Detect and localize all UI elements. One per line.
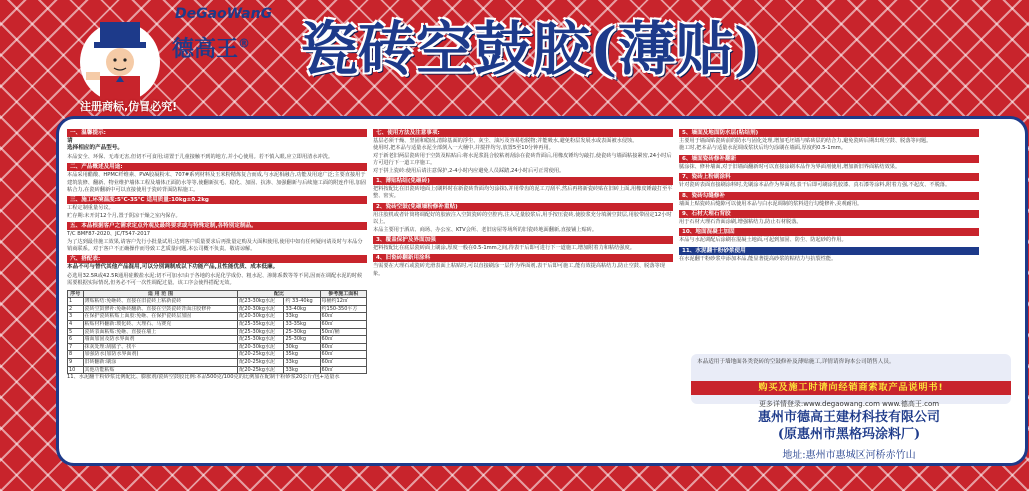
company-name: 惠州市德高王建材科技有限公司 [757, 410, 940, 425]
table-cell: 25-30kg [284, 328, 320, 336]
table-cell: 瓷砖空鼓修补:免砸砖翻新、直接在空鼓瓷砖背面注胶修补 [83, 305, 238, 313]
table-cell: 1 [68, 298, 84, 306]
mix-ratio-table [67, 290, 367, 375]
table-cell: 抹灰处理:刮腻子、找平 [83, 343, 238, 351]
brand-name-cn: 德高王® [172, 36, 251, 62]
table-cell: 配20-25kg水泥 [238, 351, 284, 359]
table-cell: 25-30kg [284, 336, 320, 344]
table-row [68, 343, 367, 351]
trademark-note: 注册商标,仿冒必究! [80, 100, 178, 113]
section-body: 把料按配比在底层瓷砖面上刷涂,厚度一般在0.5-1mm之间,待表干后即可进行下一道施工,增加附着力和粘结强度。 [373, 245, 635, 252]
table-cell: 在保护瓷砖粘贴上面胶:免砸、在保护瓷砖层加固 [83, 313, 238, 321]
table-cell: 配20-30kg水泥 [238, 313, 284, 321]
table-cell: 加强防水(加防水界面剂) [83, 351, 238, 359]
table-body [68, 298, 367, 374]
table-cell: 配20-25kg水泥 [238, 366, 284, 374]
table-cell: 5 [68, 328, 84, 336]
promo-note: 本品适用于墙地面各类瓷砖的空鼓修补及薄贴施工,详情请咨询本公司销售人员。 [691, 354, 1011, 404]
table-header-cell: 序号 [68, 290, 84, 298]
table-cell: 60㎡ [320, 336, 366, 344]
table-row [68, 313, 367, 321]
section-heading: 9、石材大理石背胶 [679, 210, 979, 218]
table-cell: 配20-30kg水泥 [238, 343, 284, 351]
section-heading: 8、瓷砖勾缝修补 [679, 192, 979, 200]
table-cell: 30kg [284, 343, 320, 351]
table-cell: 50㎡/桶 [320, 328, 366, 336]
page-title: 瓷砖空鼓胶(薄贴) [300, 15, 761, 83]
section-heading: 三、施工环境温度:5℃-35℃ 适用质量:10kg±0.2kg [67, 196, 367, 204]
mascot-icon [80, 16, 160, 108]
section-heading: 11、水泥翻干粉砂浆使用 [679, 247, 979, 255]
table-cell: 配25-30kg水泥 [238, 336, 284, 344]
table-cell: 33kg [284, 359, 320, 367]
section-heading: 3、覆盖保护及界面加强 [373, 236, 673, 244]
column-1 [67, 127, 367, 461]
section-body: 在水泥翻干粉砂浆中添加本品,能显著提高砂浆的粘结力与抗裂性能。 [679, 255, 837, 262]
section-lead: 本品不可与替代其他产品混用,可以分别调制成以下功能产品,且性能优质、成本低廉。 [67, 264, 279, 271]
section-heading: 10、地面混凝土加固 [679, 228, 979, 236]
table-cell: 8 [68, 351, 84, 359]
table-cell: 旧砖翻新:刷涂 [83, 359, 238, 367]
table-cell: 瓷砖表面粘贴:免砸、直接在墙上 [83, 328, 238, 336]
table-cell: 配20-25kg水泥 [238, 359, 284, 367]
table-row [68, 298, 367, 306]
section-body: 本品与水泥调配后涂刷在混凝土地面,可起到加固、防尘、防起砂的作用。 [679, 237, 847, 244]
section-body: 本品采用醋酸、HPMC纤维素、PVA胶凝粉末、707#系列材料及玉米粉精炼复合而成,与水泥相融合,功能及用途广泛;主要直接用于建筑装修、翻新、物业维护墙体工程及墙体正面防水等等,使翻新抗毛、稳化、加固、抗渗、加强翻新与后续施工面的附连作用,加固粘合力,在瓷砖翻新中可以直接使用于瓷砖背面防粘施工。 [67, 172, 366, 194]
table-cell: 2 [68, 305, 84, 313]
brand-logo [80, 6, 273, 114]
section-heading: 4、旧瓷砖翻新用涂料 [373, 254, 673, 262]
table-cell: 薄贴粘结:免砸砖、直接在旧瓷砖上粘新瓷砖 [83, 298, 238, 306]
table-cell: 其他功能粘贴 [83, 366, 238, 374]
section-lead: 请 选择相应的产品型号。 [67, 138, 123, 152]
section-heading: 6、墙面瓷砖修补翻新 [679, 155, 979, 163]
section-heading: 2、瓷砖空鼓(免砸墙粉修补重贴) [373, 203, 673, 211]
table-cell: 配20-30kg水泥 [238, 305, 284, 313]
section-body: 墙面上贴瓷砖后缝隙可以使用本品与白水泥调制的浆料进行勾缝修补,美观耐用。 [679, 200, 863, 207]
table-cell: 配25-35kg水泥 [238, 321, 284, 329]
table-cell: 3 [68, 313, 84, 321]
table-header-cell: 参考施工面积 [320, 290, 366, 298]
table-cell: 33-35kg [284, 321, 320, 329]
brand-name-en: DeGaoWanG [175, 6, 273, 22]
company-address: 地址:惠州市惠城区河桥赤竹山 [782, 450, 916, 461]
table-header-cell: 配比 [238, 290, 320, 298]
section-heading: 1、薄贴粘结(免砸砖) [373, 177, 673, 185]
table-row [68, 305, 367, 313]
table-row [68, 328, 367, 336]
section-body: 必选用32.5R或42.5R通用硅酸盐水泥;切不可加水!由于各地的水泥化学成份、粗水泥、渗陈系数等等不同,因而在调配水泥的时候需要根据实际情况,但务必不可一次性调配过量。该工序会使得搭配无效。 [67, 272, 363, 287]
table-row [68, 366, 367, 374]
table-cell: 33kg [284, 366, 320, 374]
company-former-name: (原惠州市黑格玛涂料厂) [777, 427, 921, 442]
table-cell: 60㎡ [320, 359, 366, 367]
company-name-block [679, 409, 1019, 443]
section-body: 本品安全、环保、无毒无害,但切不可食用;请置于儿童接触不到的地方,并小心使用。若不慎入眼,应立即用清水冲洗。 [67, 153, 334, 160]
table-cell: 60㎡ [320, 313, 366, 321]
section-heading: 二、产品概述及用途: [67, 163, 367, 171]
table-row [68, 321, 367, 329]
table-row [68, 351, 367, 359]
table-footer-note: 11、水泥翻干粉砂浆比例配比、膨胀剂/瓷砖空鼓胶比例:本品500克/100克的比例加在配制干粉砂浆20公斤/包+适量水 [67, 374, 340, 381]
table-cell: 60㎡ [320, 343, 366, 351]
table-cell: 配23-30kg水泥 [238, 298, 284, 306]
section-body: 针对瓷砖表面直接刷涂料时,先刷涂本品作为界面剂,表干后即可刷涂乳胶漆、真石漆等涂料,附着力强,不起皮、不脱落。 [679, 182, 951, 189]
table-cell: 33kg [284, 313, 320, 321]
cta-banner: 购买及施工时请向经销商索取产品说明书! [691, 381, 1011, 395]
section-body: 当需要在大理石或瓷砖光滑表面上粘贴时,可以直接刷涂一层作为界面剂,表干后即可施工,能有效提高粘结力,防止空鼓、脱落等现象。 [373, 263, 665, 277]
section-body: T/C BMF87-2020、JC/T547-2017 为了达到最佳施工效果,请客户先行小批量试用;达到客户质量要求后再批量定购及大面积使用,使用中如有任何疑问请及时与本品分销商联系。对于客户不正确操作而导致工艺质量问题,本公司概不负责。敬请谅解。 [67, 231, 363, 253]
table-cell: 4 [68, 321, 84, 329]
table-cell: 60㎡ [320, 366, 366, 374]
table-cell: 配25-30kg水泥 [238, 328, 284, 336]
section-heading: 六、搭配表: [67, 255, 367, 263]
table-cell: 7 [68, 343, 84, 351]
table-row [68, 336, 367, 344]
section-heading: 一、温馨提示: [67, 129, 367, 137]
table-header-row [68, 290, 367, 298]
section-body: 用于石材大理石背面涂刷,增强粘结力,防止石材脱落。 [679, 219, 802, 226]
table-cell: 33-40kg [284, 305, 320, 313]
table-cell: 9 [68, 359, 84, 367]
instructions-panel [56, 116, 1028, 466]
section-body: 基层必须干燥、坚固和稳固,清除基面的浮尘、灰尘、油污及容易松脱物;并能吸水,避免粉层发展水或表面被水侵蚀。 使用时,把本品与适量水泥全部倒入一大桶中,并搅拌均匀,放置5至10分钟再用。 对于新老旧两层瓷砖用于空鼓及粘贴后:将水泥浆混合胶粘剂刮涂在瓷砖背面后,用橡皮锤均匀敲打,使瓷砖与墙面粘接紧密,24小时后方可进行下一道工序施工。 对于拼上瓷砖:使用后请注意保护,2-4小时内应避免人员踩踏,24小时后可正常使用。 [373, 138, 672, 174]
column-2 [373, 127, 673, 461]
table-cell: 60㎡ [320, 351, 366, 359]
table-cell: 6 [68, 336, 84, 344]
table-cell: 35kg [284, 351, 320, 359]
table-cell: 约 33-40kg [284, 298, 320, 306]
section-heading: 7、瓷砖上粉刷涂料 [679, 173, 979, 181]
table-header-cell: 适 用 范 围 [83, 290, 238, 298]
table-cell: 10 [68, 366, 84, 374]
section-heading: 五、本品根据客户之需求定点外观及最终要求或与特殊定制,各特别定制品。 [67, 222, 367, 230]
section-body: 用注胶机或者针筒将调配好的胶液注入空鼓瓷砖的空腔内,注入足量胶浆后,用手按压瓷砖,使胶浆充分填满空鼓层,用胶带固定12小时以上。 本品主要用于酒店、商场、办公室、KTV会所、老旧房屋等场所的旧瓷砖地面翻新,直接铺上贴砖。 [373, 211, 672, 233]
section-body: 主要用于墙面贴瓷砖前的防水与固化处理,增加毛坯墙与贴砖层的结合力,避免瓷砖后期出现空鼓、脱落等问题。 施工时,把本品与适量水泥调成浆状后均匀涂刷在墙面,厚度约0.5-1mm。 [679, 138, 932, 152]
section-body: 把料按配比在旧瓷砖地面上(刷料时在新瓷砖背面均匀涂抹),并用带齿的泥工刀刮平,然后再将新瓷砖贴在旧砖上面,用橡皮锤敲打至平整、密实。 [373, 186, 673, 200]
table-cell: 每桶约12㎡ [320, 298, 366, 306]
section-heading: 七、使用方法及注意事项: [373, 129, 673, 137]
website-url[interactable]: 更多详情登录:www.degaowang.com www.德高王.com [758, 400, 940, 408]
table-row [68, 359, 367, 367]
section-body: 工程定制重量另议。 贮存期:未开封12个月,置于阴凉干燥之室内保存。 [67, 205, 181, 219]
section-body: 腻涂抹、修补墙面,对于旧墙面翻新时可以直接涂刷本品作为界面剂使用,增加新旧界面粘结效果。 [679, 163, 901, 170]
section-heading: 5、墙面及地面防水层(粘结剂) [679, 129, 979, 137]
table-cell: 60㎡ [320, 321, 366, 329]
table-cell: 墙面加固及防水界面剂 [83, 336, 238, 344]
table-cell: 约150-350平方 [320, 305, 366, 313]
table-cell: 粘贴材料翻新:玻化砖、大理石、马赛克 [83, 321, 238, 329]
